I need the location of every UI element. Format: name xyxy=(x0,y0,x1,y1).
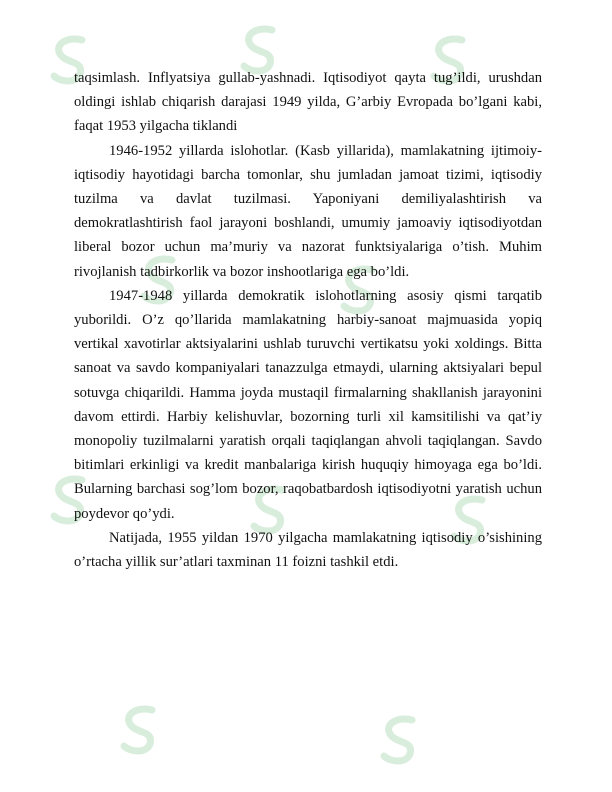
logo-watermark-icon xyxy=(110,700,170,760)
paragraph-4: Natijada, 1955 yildan 1970 yilgacha mamlakatning iqtisodiy o’sishining o’rtacha yillik sur’atlari taxminan 11 foizni tashkil etdi. xyxy=(74,529,542,571)
paragraph-1: taqsimlash. Inflyatsiya gullab-yashnadi. Iqtisodiyot qayta tug’ildi, urushdan oldingi ishlab chiqarish darajasi 1949 yilda, G’arbiy Evropada bo’lgani kabi, faqat 1953 yilgacha tiklandi xyxy=(74,70,542,135)
body-text xyxy=(74,66,542,574)
paragraph-3: 1947-1948 yillarda demokratik islohotlarning asosiy qismi tarqatib yuborildi. O’z qo’llarida mamlakatning harbiy-sanoat majmuasida yopiq vertikal xavotirlar aktsiyalarini ushlab turuvchi vertikatsu yoki xoldings. Bitta sanoat va savdo kompaniyalari tanazzulga etmaydi, ularning aktsiyalari bepul sotuvga chiqarildi. Hamma joyda mustaqil firmalarning shakllanish jarayonini davom ettirdi. Harbiy kelishuvlar, bozorning turli xil kamsitilishi va qat’iy monopoliy tuzilmalarni yaratish orqali taqiqlangan ahvoli taqiqlangan. Savdo bitimlari erkinligi va kredit manbalariga kirish huquqiy himoyaga ega bo’ldi. Bularning barchasi sog’lom bozor, raqobatbardosh iqtisodiyotni yaratish uchun poydevor qo’ydi. xyxy=(74,287,542,522)
logo-watermark-icon xyxy=(370,710,430,770)
paragraph-2: 1946-1952 yillarda islohotlar. (Kasb yillarida), mamlakatning ijtimoiy-iqtisodiy hayotidagi barcha tomonlar, shu jumladan jamoat tizimi, iqtisodiy tuzilma va davlat tuzilmasi. Yaponiyani demiliyalashtirish va demokratlashtirish faol jarayoni boshlandi, umumiy jamoaviy iqtisodiyotdan liberal bozor uchun ma’muriy va nazorat funktsiyalariga o’tish. Muhim rivojlanish tadbirkorlik va bozor inshootlariga ega bo’ldi. xyxy=(74,142,542,280)
